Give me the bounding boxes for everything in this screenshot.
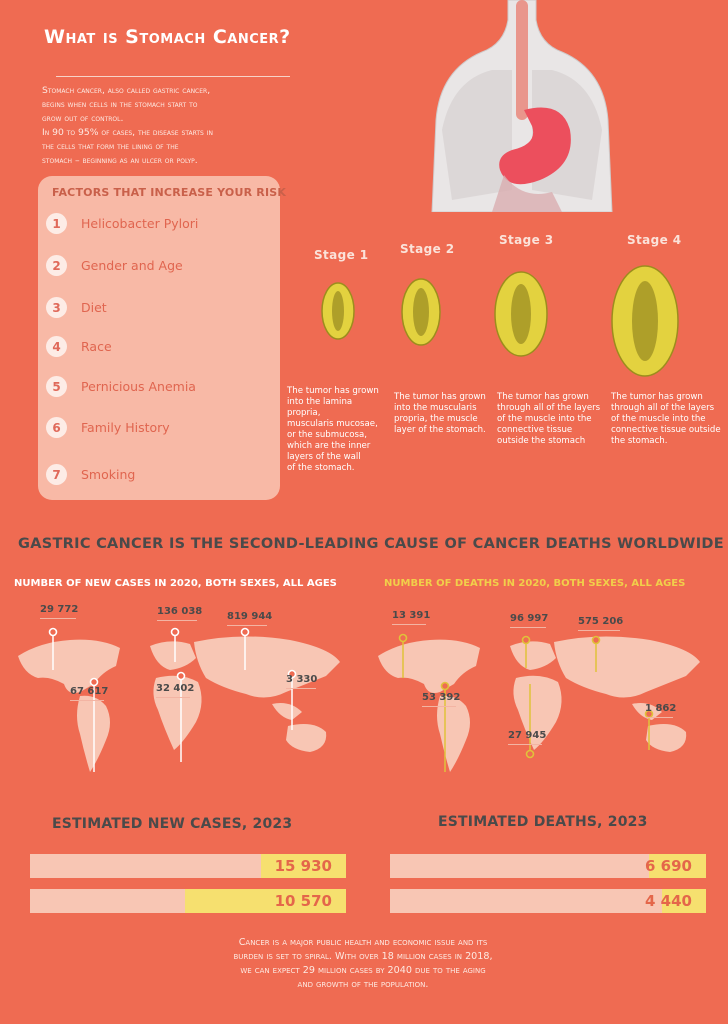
value-underline: [422, 706, 456, 707]
value-underline: [286, 688, 316, 689]
stage-text-line: The tumor has grown: [394, 392, 486, 402]
risk-factors-heading: FACTORS THAT INCREASE YOUR RISK: [52, 186, 287, 199]
risk-item: [46, 336, 112, 357]
risk-number-badge: 6: [46, 417, 67, 438]
intro-line: stomach – beginning as an ulcer or polyp.: [42, 155, 198, 166]
footer-text: [180, 936, 546, 992]
stage-text-line: of the muscle into the: [611, 414, 706, 424]
stage-4-tumor-icon: [609, 262, 681, 380]
new-cases-value: 819 944: [227, 611, 273, 622]
stage-text-line: of the muscle into the: [497, 414, 592, 424]
stage-text-line: into the muscularis: [394, 403, 477, 413]
section-headline: GASTRIC CANCER IS THE SECOND-LEADING CAUSE OF CANCER DEATHS WORLDWIDE: [18, 536, 724, 552]
torso-stomach-illustration: [412, 0, 632, 212]
stage-text-line: which are the inner: [287, 441, 371, 451]
stage-1-title: Stage 1: [314, 248, 369, 262]
stage-3-tumor-icon: [492, 268, 550, 360]
value-underline: [645, 717, 673, 718]
stage-3-description: [497, 392, 609, 447]
intro-text: [42, 84, 304, 168]
world-map-deaths: [370, 622, 708, 778]
stage-text-line: layer of the stomach.: [394, 425, 486, 435]
stage-text-line: muscularis mucosae,: [287, 419, 378, 429]
stage-text-line: connective tissue outside: [611, 425, 721, 435]
risk-item: [46, 464, 135, 485]
bar-value: 6 690: [645, 857, 692, 875]
estimated-deaths-title: ESTIMATED DEATHS, 2023: [438, 814, 648, 830]
stage-text-line: propria, the muscle: [394, 414, 478, 424]
risk-number-badge: 7: [46, 464, 67, 485]
stage-text-line: into the lamina propria,: [287, 397, 353, 418]
world-map-new-cases: [10, 622, 348, 778]
stage-1-tumor-icon: [318, 280, 358, 342]
risk-item: [46, 376, 196, 397]
deaths-value: 27 945: [508, 730, 547, 741]
risk-number-badge: 1: [46, 213, 67, 234]
bar-value: 10 570: [274, 892, 332, 910]
stage-text-line: The tumor has grown: [287, 386, 379, 396]
value-underline: [510, 627, 546, 628]
risk-label: Race: [81, 339, 112, 354]
title-divider: [56, 76, 290, 77]
deaths-value: 575 206: [578, 616, 624, 627]
risk-label: Diet: [81, 300, 107, 315]
risk-label: Helicobacter Pylori: [81, 216, 199, 231]
stage-text-line: through all of the layers: [497, 403, 601, 413]
new-cases-value: 32 402: [156, 683, 195, 694]
stage-2-tumor-icon: [398, 276, 444, 348]
value-underline: [70, 700, 104, 701]
deaths-value: 1 862: [645, 703, 677, 714]
stage-1-description: [287, 386, 387, 474]
new-cases-bar: [30, 854, 346, 878]
intro-line: begins when cells in the stomach start to: [42, 99, 198, 110]
deaths-value: 53 392: [422, 692, 461, 703]
bar-value: 4 440: [645, 892, 692, 910]
intro-line: In 90 to 95% of cases, the disease starts in: [42, 127, 214, 138]
new-cases-bar: [30, 889, 346, 913]
footer-line: and growth of the population.: [297, 979, 429, 990]
stage-text-line: through all of the layers: [611, 403, 715, 413]
intro-line: grow out of control.: [42, 113, 124, 124]
footer-line: Cancer is a major public health and economic issue and its: [238, 937, 488, 948]
risk-label: Smoking: [81, 467, 136, 482]
deaths-map-title: NUMBER OF DEATHS IN 2020, BOTH SEXES, ALL AGES: [384, 578, 686, 589]
new-cases-map-title: NUMBER OF NEW CASES IN 2020, BOTH SEXES, ALL AGES: [14, 578, 337, 589]
value-underline: [392, 624, 426, 625]
new-cases-value: 67 617: [70, 686, 109, 697]
bar-value: 15 930: [274, 857, 332, 875]
risk-label: Family History: [81, 420, 170, 435]
estimated-new-cases-title: ESTIMATED NEW CASES, 2023: [52, 816, 293, 832]
risk-item: [46, 213, 198, 234]
intro-line: Stomach cancer, also called gastric cancer,: [42, 85, 211, 96]
deaths-bar: [390, 889, 706, 913]
stage-2-title: Stage 2: [400, 242, 455, 256]
stage-text-line: or the submucosa,: [287, 430, 368, 440]
footer-line: we can expect 29 million cases by 2040 due to the aging: [240, 965, 486, 976]
new-cases-value: 29 772: [40, 604, 79, 615]
risk-number-badge: 2: [46, 255, 67, 276]
risk-number-badge: 5: [46, 376, 67, 397]
stage-text-line: The tumor has grown: [611, 392, 703, 402]
stage-3-title: Stage 3: [499, 233, 554, 247]
stage-2-description: [394, 392, 494, 436]
new-cases-value: 3 330: [286, 674, 318, 685]
risk-item: [46, 255, 183, 276]
risk-number-badge: 3: [46, 297, 67, 318]
intro-line: the cells that form the lining of the: [42, 141, 179, 152]
deaths-value: 96 997: [510, 613, 549, 624]
stage-text-line: layers of the wall: [287, 452, 361, 462]
deaths-value: 13 391: [392, 610, 431, 621]
value-underline: [156, 697, 190, 698]
stage-4-description: [611, 392, 726, 447]
stage-text-line: connective tissue: [497, 425, 573, 435]
risk-item: [46, 297, 107, 318]
risk-number-badge: 4: [46, 336, 67, 357]
deaths-bar: [390, 854, 706, 878]
value-underline: [40, 618, 76, 619]
value-underline: [508, 744, 542, 745]
new-cases-value: 136 038: [157, 606, 203, 617]
risk-label: Pernicious Anemia: [81, 379, 196, 394]
risk-item: [46, 417, 170, 438]
page-title: What is Stomach Cancer?: [44, 26, 291, 48]
stage-text-line: of the stomach.: [287, 463, 355, 473]
footer-line: burden is set to spiral. With over 18 million cases in 2018,: [233, 951, 493, 962]
risk-label: Gender and Age: [81, 258, 183, 273]
stage-text-line: The tumor has grown: [497, 392, 589, 402]
value-underline: [157, 620, 197, 621]
stage-text-line: outside the stomach: [497, 436, 586, 446]
stage-4-title: Stage 4: [627, 233, 682, 247]
value-underline: [578, 630, 620, 631]
value-underline: [227, 625, 267, 626]
stage-text-line: the stomach.: [611, 436, 668, 446]
